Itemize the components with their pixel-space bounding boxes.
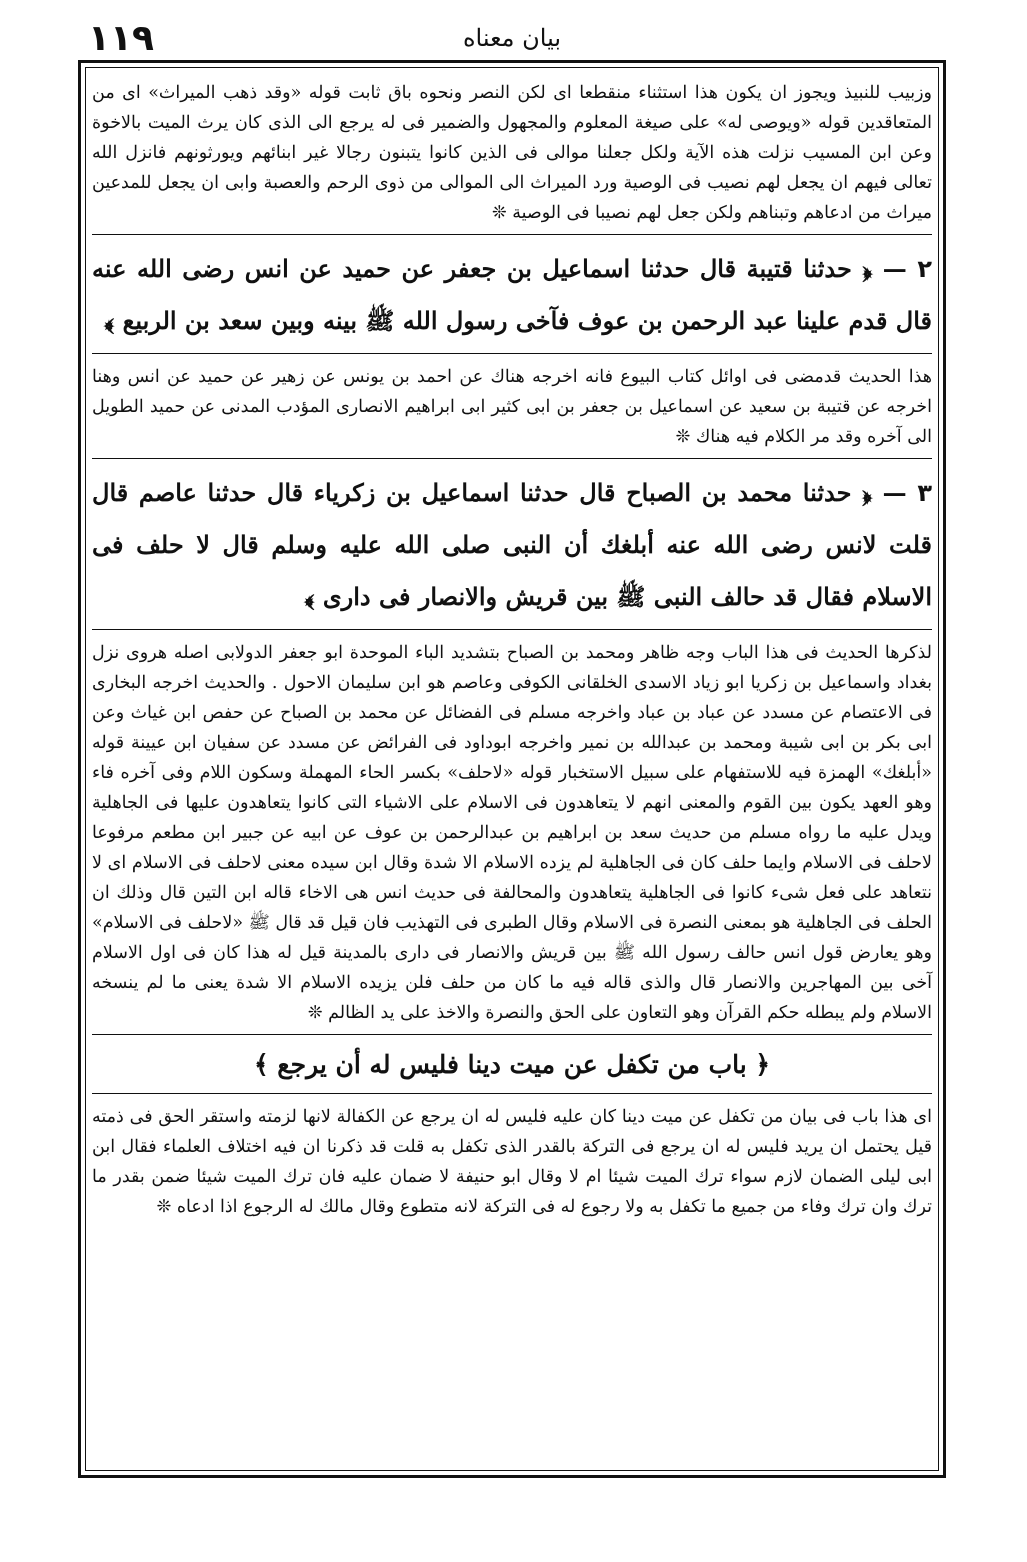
hadith-number: ٣ (917, 479, 932, 507)
section-divider (92, 353, 932, 354)
page-number: ١١٩ (88, 18, 154, 59)
hadith-body: — ﴿ حدثنا محمد بن الصباح قال حدثنا اسماعيل بن زكرياء قال حدثنا عاصم قال قلت لانس رضى الله عنه أبلغك أن النبى صلى الله عليه وسلم قال لا حلف فى الاسلام فقال قد حالف النبى ﷺ بين قريش والانصار فى دارى ﴾ (92, 478, 932, 611)
hadith-number: ٢ (917, 255, 932, 283)
page-header (78, 18, 946, 58)
section-divider (92, 629, 932, 630)
chapter-title: ﴿ باب من تكفل عن ميت دينا فليس له أن يرجع ﴾ (253, 1050, 771, 1079)
hadith-text (92, 243, 932, 347)
hadith-body: — ﴿ حدثنا قتيبة قال حدثنا اسماعيل بن جعفر عن حميد عن انس رضى الله عنه قال قدم علينا عبد الرحمن بن عوف فآخى رسول الله ﷺ بينه وبين سعد بن الربيع ﴾ (92, 254, 932, 335)
section-divider (92, 1093, 932, 1094)
commentary-paragraph: وزبيب للنبيذ ويجوز ان يكون هذا استثناء منقطعا اى لكن النصر ونحوه باق ثابت قوله «وقد ذهب الميراث» اى من المتعاقدين قوله «ويوصى له» على صيغة المعلوم والمجهول والضمير فى له يرجع الى الذى كان يرث الميت بالاخوة وعن ابن المسيب نزلت هذه الآية ولكل جعلنا موالى فى الذين كانوا يتبنون رجالا غير ابنائهم ويورثونهم فانزل الله تعالى فيهم ان يجعل لهم نصيب فى الوصية ورد الميراث الى الموالى من ذوى الرحم والعصبة وابى ان يجعل للمدعين ميراث من ادعاهم وتبناهم ولكن جعل لهم نصيبا فى الوصية ❊ (92, 83, 932, 223)
page-content (92, 78, 932, 1470)
section-divider (92, 458, 932, 459)
hadith-text (92, 467, 932, 623)
section-divider (92, 234, 932, 235)
commentary-paragraph: لذكرها الحديث فى هذا الباب وجه ظاهر ومحمد بن الصباح بتشديد الباء الموحدة ابو جعفر الدولابى اصله هروى نزل بغداد واسماعيل بن زكريا ابو زياد الاسدى الخلقانى الكوفى وعاصم هو ابن سليمان الاحول . والحديث اخرجه البخارى فى الاعتصام عن مسدد عن عباد بن عباد واخرجه مسلم فى الفضائل عن محمد بن الصباح عن حفص ابن غياث وعن ابى بكر بن ابى شيبة ومحمد بن عبدالله بن نمير واخرجه ابوداود فى الفرائض عن مسدد عن سفيان ابن عيينة قوله «أبلغك» الهمزة فيه للاستفهام على سبيل الاستخبار قوله «لاحلف» بكسر الحاء المهملة وسكون اللام وفى آخره فاء وهو العهد يكون بين القوم والمعنى انهم لا يتعاهدون فى الاسلام على الاشياء التى كانوا يتعاهدون عليها فى الجاهلية ويدل عليه ما رواه مسلم من حديث سعد بن ابراهيم بن عبدالرحمن بن عوف عن ابيه عن جبير ابن مطعم مرفوعا لاحلف فى الاسلام وايما حلف كان فى الجاهلية لم يزده الاسلام الا شدة وقال ابن سيده معنى لاحلف فى الاسلام اى لا نتعاهد على فعل شىء كانوا فى الجاهلية يتعاهدون والمحالفة فى حديث انس هى الاخاء قاله ابن التين قال وذلك ان الحلف فى الجاهلية هو بمعنى النصرة فى الاسلام وقال الطبرى فى التهذيب فان قيل قد قال ﷺ «لاحلف فى الاسلام» وهو يعارض قول انس حالف رسول الله ﷺ بين قريش والانصار فى دارى بالمدينة قيل له هذا كان فى اول الاسلام آخى بين المهاجرين والانصار قال والذى قاله فيه ما كان من حلف فلن يزيده الاسلام الا شدة يعنى ما لم ينسخه الاسلام ولم يبطله حكم القرآن وهو التعاون على الحق والنصرة والاخذ على يد الظالم ❊ (92, 643, 932, 1023)
commentary-paragraph: هذا الحديث قدمضى فى اوائل كتاب البيوع فانه اخرجه هناك عن احمد بن يونس عن زهير عن حميد عن انس وهنا اخرجه عن قتيبة بن سعيد عن اسماعيل بن جعفر بن ابى كثير ابى ابراهيم الانصارى المؤدب المدنى عن حميد الطويل الى آخره وقد مر الكلام فيه هناك ❊ (92, 367, 932, 447)
commentary-paragraph: اى هذا باب فى بيان من تكفل عن ميت دينا كان عليه فليس له ان يرجع عن الكفالة لانها لزمته واستقر الحق فى ذمته قيل يحتمل ان يريد فليس له ان يرجع فى التركة بالقدر الذى تكفل به قلت قد ذكرنا ان فيه اختلاف العلماء فقال ابن ابى ليلى الضمان لازم سواء ترك الميت شيئا ام لا وقال ابو حنيفة لا ضمان عليه فان ترك الميت شيئا ضمن بقدر ما ترك وان ترك وفاء من جميع ما تكفل به ولا رجوع له فى التركة لانه متطوع وقال مالك له الرجوع اذا ادعاه ❊ (92, 1107, 932, 1217)
section-divider (92, 1034, 932, 1035)
running-title: بيان معناه (462, 24, 562, 52)
